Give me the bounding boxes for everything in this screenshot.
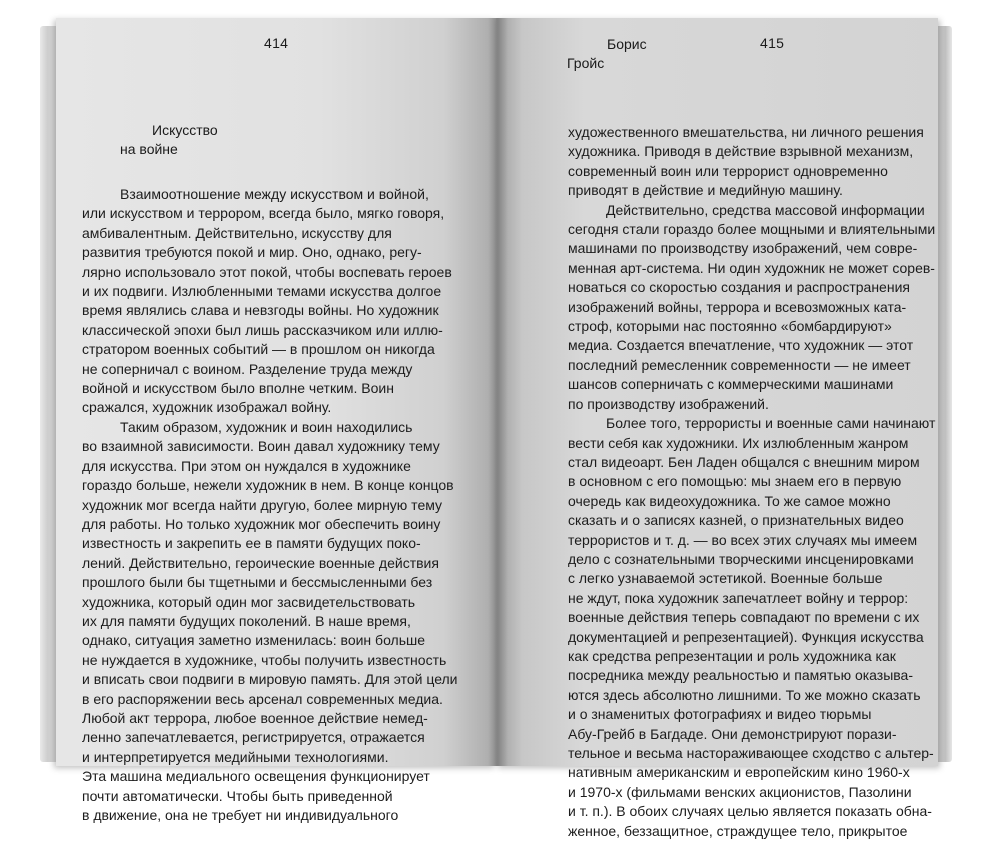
text-line: для работы. Но только художник мог обеспечить воину bbox=[82, 515, 441, 532]
text-line: и о знаменитых фотографиях и видео тюрьмы bbox=[568, 706, 872, 723]
chapter-title-line: Искусство bbox=[152, 122, 218, 138]
text-line: однако, ситуация заметно изменилась: воин больше bbox=[82, 632, 426, 649]
text-line: и вписать свои подвиги в мировую память. Для этой цели bbox=[82, 671, 458, 688]
text-line: известность и закрепить ее в памяти будущих поко- bbox=[82, 535, 421, 552]
text-line: для искусства. При этом он нуждался в художнике bbox=[82, 457, 411, 474]
text-line: классической эпохи был лишь рассказчиком или иллю- bbox=[82, 321, 443, 338]
text-line: военные действия теперь совпадают по времени с их bbox=[568, 609, 920, 626]
text-line: медиа. Создается впечатление, что художник — этот bbox=[568, 337, 914, 354]
text-line: и интерпретируется медийными технологиями. bbox=[82, 748, 389, 765]
text-line: ются здесь абсолютно лишними. То же можно сказать bbox=[568, 686, 921, 703]
text-line: и 1970-х (фильмами венских акционистов, Пазолини bbox=[568, 783, 912, 800]
text-line: вести себя как художники. Их излюбленным жанром bbox=[568, 434, 909, 451]
text-line: лений. Действительно, героические военные действия bbox=[82, 554, 439, 571]
text-line: в движение, она не требует ни индивидуального bbox=[82, 807, 399, 823]
text-line: развития требуются покой и мир. Оно, однако, регу- bbox=[82, 244, 422, 261]
text-line: дело с сознательными творческими инсценировками bbox=[568, 550, 914, 567]
author-first-name: Борис bbox=[607, 36, 647, 52]
text-line: по производству изображений. bbox=[568, 395, 769, 412]
text-line: очередь как видеохудожника. То же самое можно bbox=[568, 492, 891, 509]
text-line: Эта машина медиального освещения функционирует bbox=[82, 768, 430, 785]
text-line: гораздо больше, нежели художник в нем. В конце концов bbox=[82, 477, 454, 494]
text-line: сегодня стали гораздо более мощными и влиятельными bbox=[568, 221, 936, 238]
text-line: машинами по производству изображений, чем совре- bbox=[568, 240, 918, 257]
text-line: почти автоматически. Чтобы быть приведенной bbox=[82, 787, 393, 804]
text-line: женное, беззащитное, страждущее тело, прикрытое bbox=[568, 822, 908, 839]
text-line: ленно запечатлевается, регистрируется, отражается bbox=[82, 729, 425, 746]
text-line: художник мог всегда найти другую, более мирную тему bbox=[82, 496, 443, 513]
text-line: время являлись слава и невзгоды войны. Но художник bbox=[82, 302, 439, 319]
text-line: тельное и весьма настораживающее сходство с альтер- bbox=[568, 745, 934, 761]
text-line: строф, которыми нас постоянно «бомбардируют» bbox=[568, 318, 892, 335]
text-line: Абу-Грейб в Багдаде. Они демонстрируют порази- bbox=[568, 725, 897, 742]
text-line: не нуждается в художнике, чтобы получить известность bbox=[82, 651, 447, 668]
text-line: сказать и о записях казней, о признательных видео bbox=[568, 512, 904, 529]
text-line: или искусством и террором, всегда было, мягко говоря, bbox=[82, 205, 445, 222]
text-line: художника. Приводя в действие взрывной механизм, bbox=[568, 143, 914, 160]
text-line: новаться со скоростью создания и распространения bbox=[568, 279, 910, 296]
text-line: прошлого были бы тщетными и бессмысленными без bbox=[82, 574, 433, 591]
text-line: их для памяти будущих поколений. В наше время, bbox=[82, 612, 411, 629]
text-line: как средства репрезентации и роль художника как bbox=[568, 647, 896, 664]
author-last-name: Гройс bbox=[567, 55, 605, 71]
text-line: с легко узнаваемой эстетикой. Военные больше bbox=[568, 570, 883, 587]
text-line: художника, который один мог засвидетельствовать bbox=[82, 593, 416, 610]
text-line: террористов и т. д. — во всех этих случаях мы имеем bbox=[568, 531, 918, 548]
right-page-body bbox=[568, 123, 936, 841]
right-page-number: 415 bbox=[760, 35, 785, 51]
text-line: Любой акт террора, любое военное действие немед- bbox=[82, 709, 428, 726]
text-line: сражался, художник изображал войну. bbox=[82, 399, 332, 416]
book-gutter bbox=[488, 18, 508, 766]
text-line: последний ремесленник современности — не имеет bbox=[568, 356, 911, 373]
text-line: и т. п.). В обоих случаях целью является показать обна- bbox=[568, 803, 932, 820]
text-line: Взаимоотношение между искусством и войной, bbox=[120, 186, 429, 202]
text-line: изображений войны, террора и всевозможных ката- bbox=[568, 298, 907, 315]
chapter-title-line: на войне bbox=[120, 141, 178, 157]
left-page-body bbox=[82, 185, 482, 825]
text-line: стратором военных событий — в прошлом он никогда bbox=[82, 341, 435, 358]
text-line: нативным американским и европейским кино 1960-х bbox=[568, 764, 910, 781]
text-line: стал видеоарт. Бен Ладен общался с внешним миром bbox=[568, 453, 920, 470]
page-edges-right bbox=[936, 26, 952, 762]
author-name bbox=[567, 35, 647, 73]
text-line: лярно использовало этот покой, чтобы воспевать героев bbox=[82, 263, 452, 280]
text-line: во взаимной зависимости. Воин давал художнику тему bbox=[82, 438, 440, 455]
text-line: амбивалентным. Действительно, искусству для bbox=[82, 224, 392, 241]
text-line: в основном с его помощью: мы знаем его в первую bbox=[568, 473, 902, 490]
text-line: в его распоряжении весь арсенал современных медиа. bbox=[82, 690, 443, 707]
text-line: не соперничал с воином. Разделение труда между bbox=[82, 360, 413, 377]
text-line: шансов соперничать с коммерческими машинами bbox=[568, 376, 894, 393]
text-line: войной и искусством было вполне четким. Воин bbox=[82, 380, 394, 397]
text-line: Действительно, средства массовой информации bbox=[606, 201, 925, 218]
text-line: и их подвиги. Излюбленными темами искусства долгое bbox=[82, 283, 442, 300]
text-line: не ждут, пока художник запечатлеет войну и террор: bbox=[568, 589, 909, 606]
text-line: менная арт-система. Ни один художник не может сорев- bbox=[568, 259, 935, 276]
text-line: Более того, террористы и военные сами начинают bbox=[606, 415, 936, 432]
text-line: художественного вмешательства, ни личного решения bbox=[568, 124, 924, 140]
text-line: посредника между реальностью и памятью оказыва- bbox=[568, 667, 914, 684]
text-line: приводят в действие и медийную машину. bbox=[568, 182, 843, 199]
text-line: документацией и репрезентацией). Функция искусства bbox=[568, 628, 924, 645]
left-page-number: 414 bbox=[264, 35, 289, 51]
text-line: современный воин или террорист одновременно bbox=[568, 162, 888, 179]
chapter-title bbox=[120, 121, 218, 159]
text-line: Таким образом, художник и воин находились bbox=[120, 418, 413, 435]
